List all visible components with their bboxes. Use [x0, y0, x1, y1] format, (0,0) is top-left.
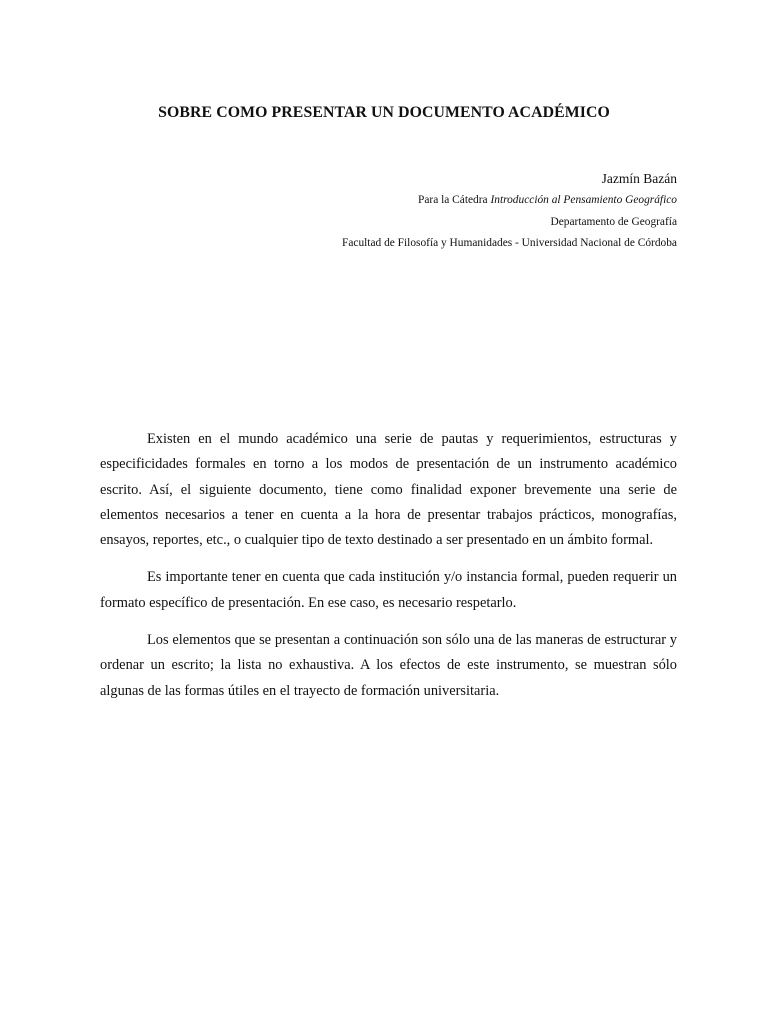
faculty-line: Facultad de Filosofía y Humanidades - Universidad Nacional de Córdoba — [342, 237, 677, 249]
paragraph: Es importante tener en cuenta que cada institución y/o instancia formal, pueden requerir un formato específico de presentación. En ese caso, es necesario respetarlo. — [100, 569, 677, 611]
department-line: Departamento de Geografía — [550, 215, 677, 228]
author-name: Jazmín Bazán — [601, 171, 677, 186]
body-text — [100, 427, 677, 716]
catedra-prefix: Para la Cátedra — [418, 194, 491, 206]
document-title: SOBRE COMO PRESENTAR UN DOCUMENTO ACADÉMICO — [158, 104, 610, 121]
byline — [342, 170, 677, 251]
paragraph: Existen en el mundo académico una serie de pautas y requerimientos, estructuras y especificidades formales en torno a los modos de presentación de un instrumento académico escrito. Así, el siguiente documento, tiene como finalidad exponer brevemente una serie de elementos necesarios a tener en cuenta a la hora de presentar trabajos prácticos, monografías, ensayos, reportes, etc., o cualquier tipo de texto destinado a ser presentado en un ámbito formal. — [100, 431, 677, 549]
catedra-name: Introducción al Pensamiento Geográfico — [490, 194, 677, 206]
paragraph: Los elementos que se presentan a continuación son sólo una de las maneras de estructurar y ordenar un escrito; la lista no exhaustiva. A los efectos de este instrumento, se muestran sólo algunas de las formas útiles en el trayecto de formación universitaria. — [100, 632, 677, 699]
catedra-line — [342, 193, 677, 208]
